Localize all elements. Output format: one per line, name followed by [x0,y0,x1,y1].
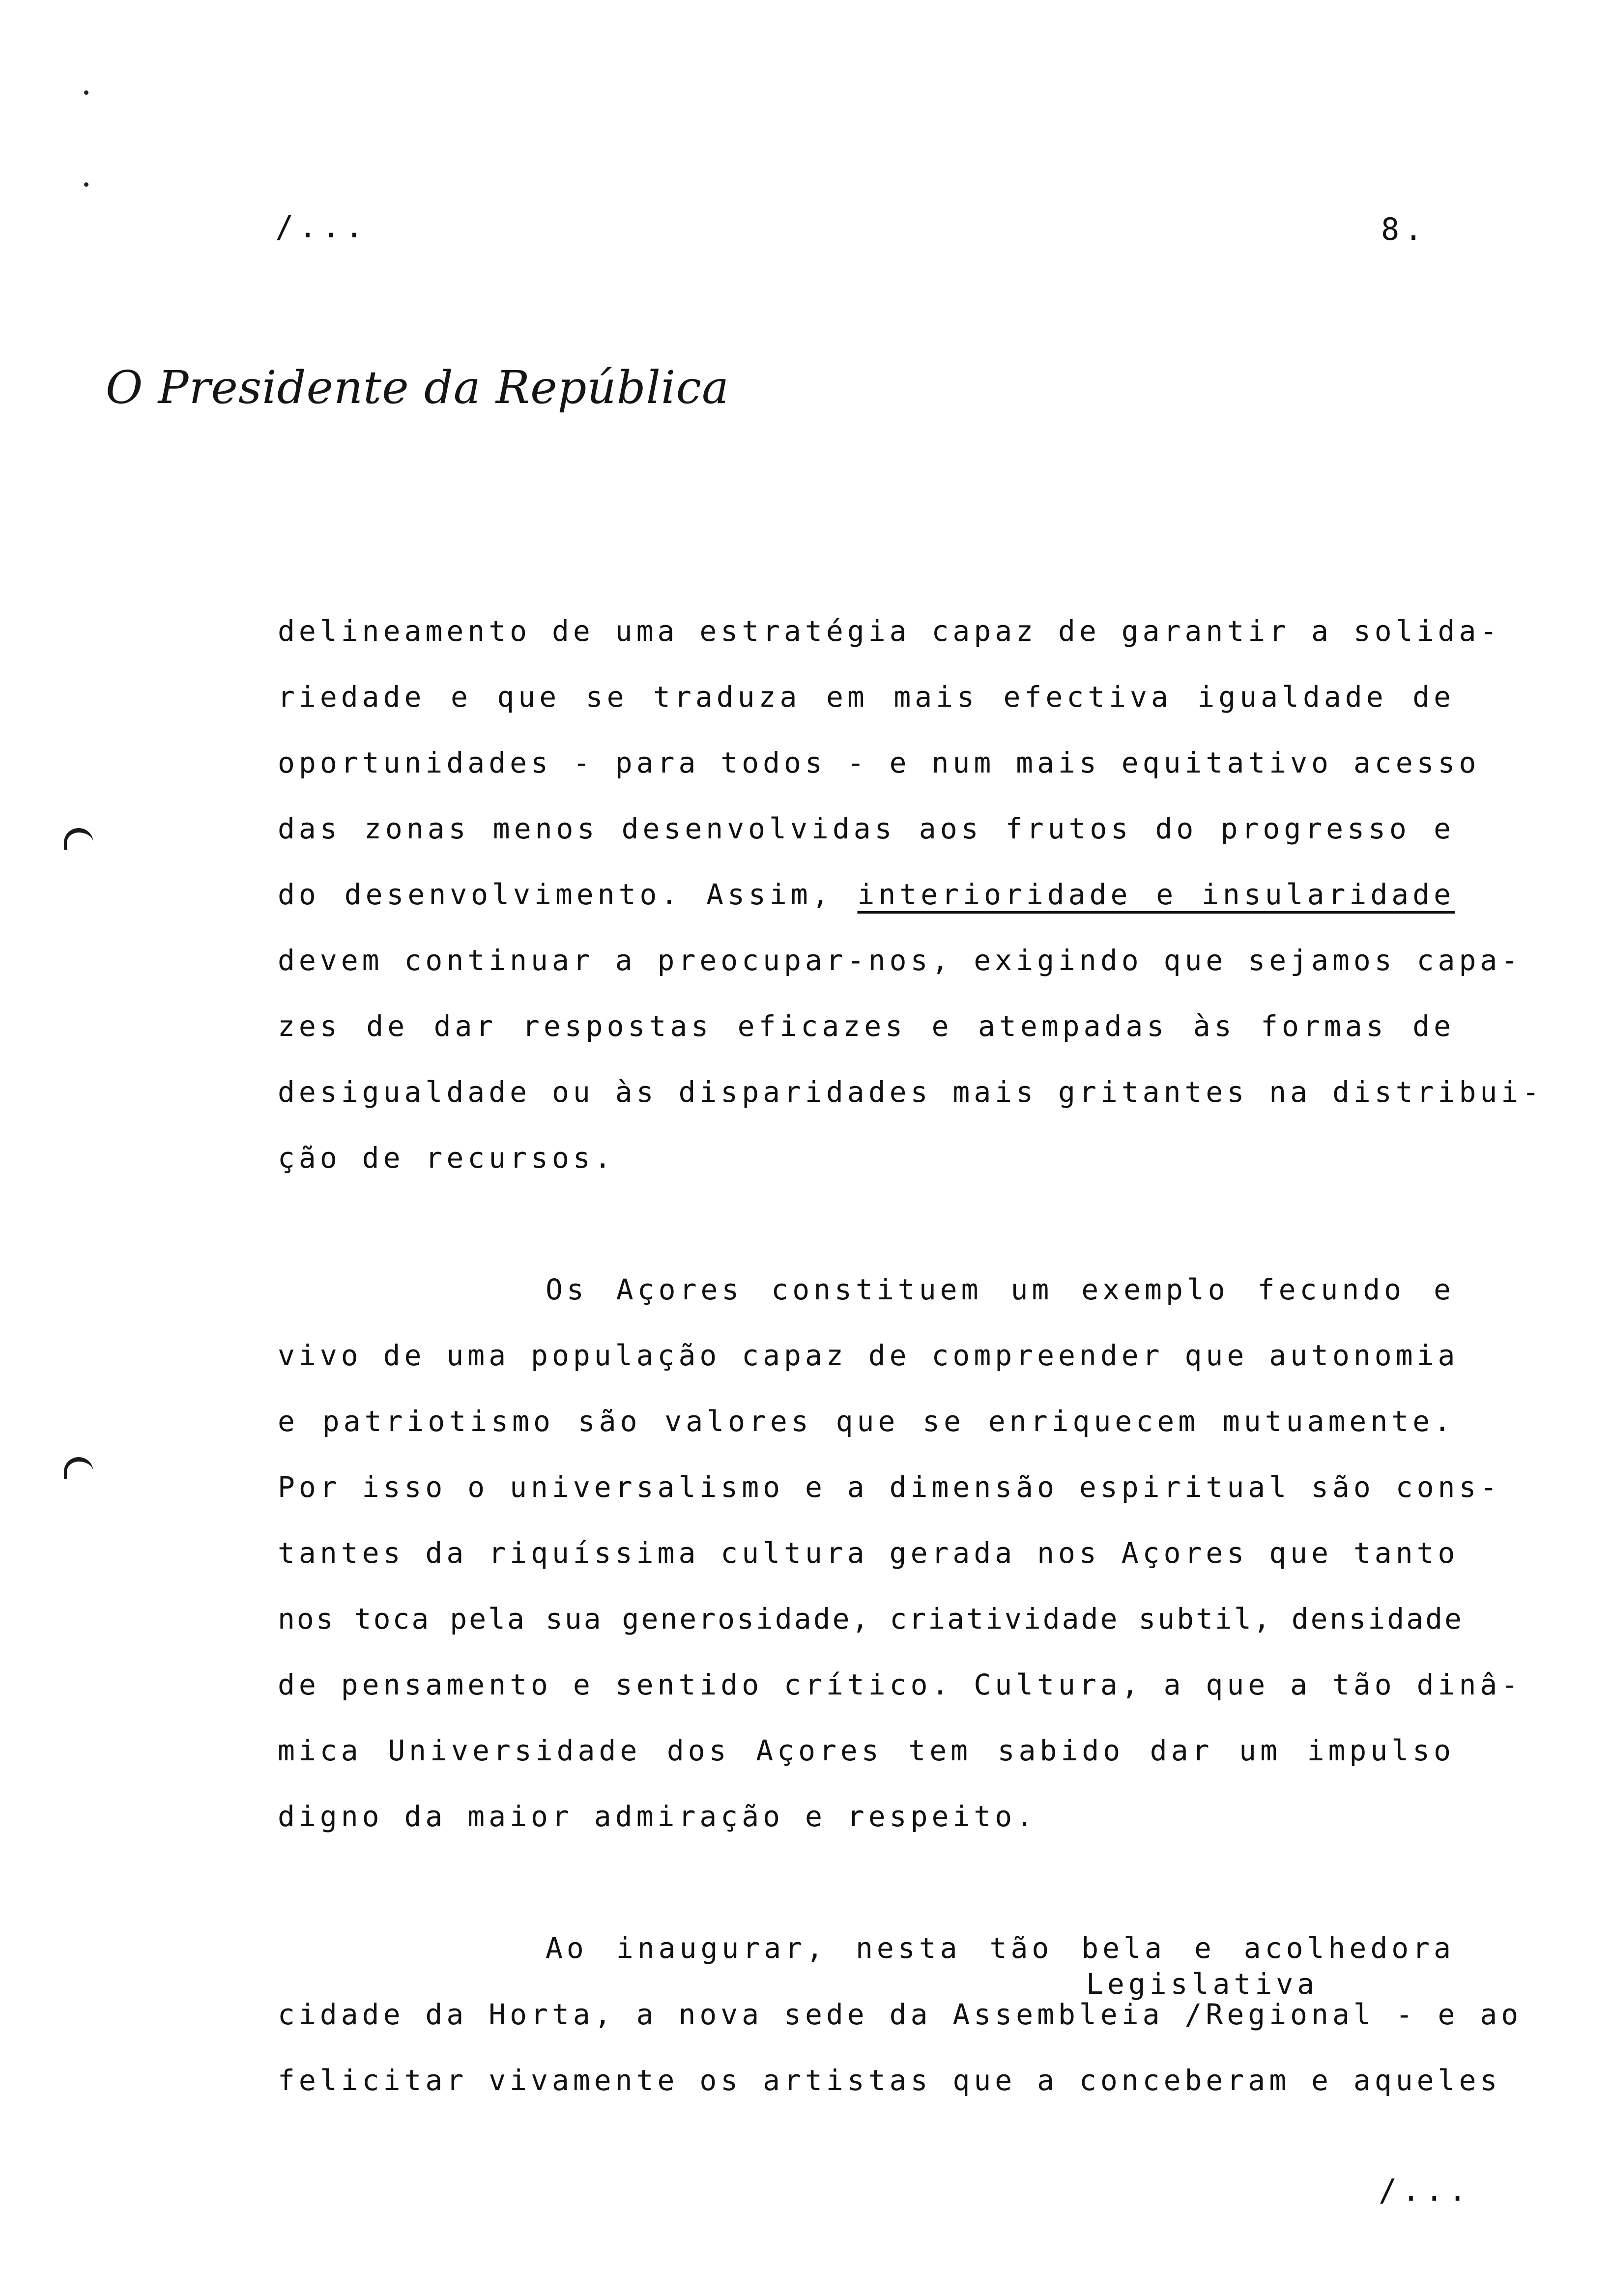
paragraph-1-line-4: das zonas menos desenvolvidas aos frutos do progresso e [278,812,1455,845]
margin-dot-second [84,182,88,187]
paragraph-1-line-5 [278,880,1455,909]
interlinear-insertion: Legislativa [1086,1967,1319,2001]
paragraph-2-line-5: tantes da riquíssima cultura gerada nos Açores que tanto [278,1536,1459,1570]
paragraph-1-line-3: oportunidades - para todos - e num mais equitativo acesso [278,746,1480,779]
letterhead: O Presidente da República [106,361,729,414]
paragraph-2-line-4: Por isso o universalismo e a dimensão espiritual são cons- [278,1470,1501,1504]
footer-continuation-mark: /... [1379,2172,1472,2208]
underlined-phrase: interioridade e insularidade [857,878,1455,911]
paragraph-2-line-6: nos toca pela sua generosidade, criatividade subtil, densidade [278,1602,1464,1636]
paragraph-3-line-1: Ao inaugurar, nesta tão bela e acolhedora [546,1931,1455,1965]
paragraph-2-line-2: vivo de uma população capaz de compreender que autonomia [278,1339,1459,1372]
margin-dot-top [84,90,88,95]
paragraph-1-line-1: delineamento de uma estratégia capaz de garantir a solida- [278,614,1501,648]
paragraph-2-line-8: mica Universidade dos Açores tem sabido dar um impulso [278,1734,1455,1767]
paragraph-2-line-9: digno da maior admiração e respeito. [278,1800,1037,1833]
paragraph-1-line-2: riedade e que se traduza em mais efectiva igualdade de [278,680,1455,714]
paragraph-1-line-5-start: do desenvolvimento. Assim, [278,878,858,911]
paragraph-2-line-7: de pensamento e sentido crítico. Cultura, a que a tão dinâ- [278,1668,1523,1701]
paragraph-2-line-3: e patriotismo são valores que se enriquecem mutuamente. [278,1405,1455,1438]
punch-hole-mark-upper [64,828,93,850]
paragraph-3-line-3: felicitar vivamente os artistas que a conceberam e aqueles [278,2064,1501,2097]
paragraph-1-line-6: devem continuar a preocupar-nos, exigindo que sejamos capa- [278,944,1523,977]
paragraph-2-line-1: Os Açores constituem um exemplo fecundo e [546,1273,1455,1306]
header-continuation-mark: /... [275,209,369,245]
punch-hole-mark-lower [64,1457,93,1479]
paragraph-3-line-2: cidade da Horta, a nova sede da Assembleia /Regional - e ao [278,1998,1523,2031]
paragraph-1-line-7: zes de dar respostas eficazes e atempadas às formas de [278,1009,1455,1043]
page-number: 8. [1381,211,1428,247]
paragraph-1-line-8: desigualdade ou às disparidades mais gritantes na distribui- [278,1075,1544,1109]
paragraph-1-line-9: ção de recursos. [278,1141,615,1175]
